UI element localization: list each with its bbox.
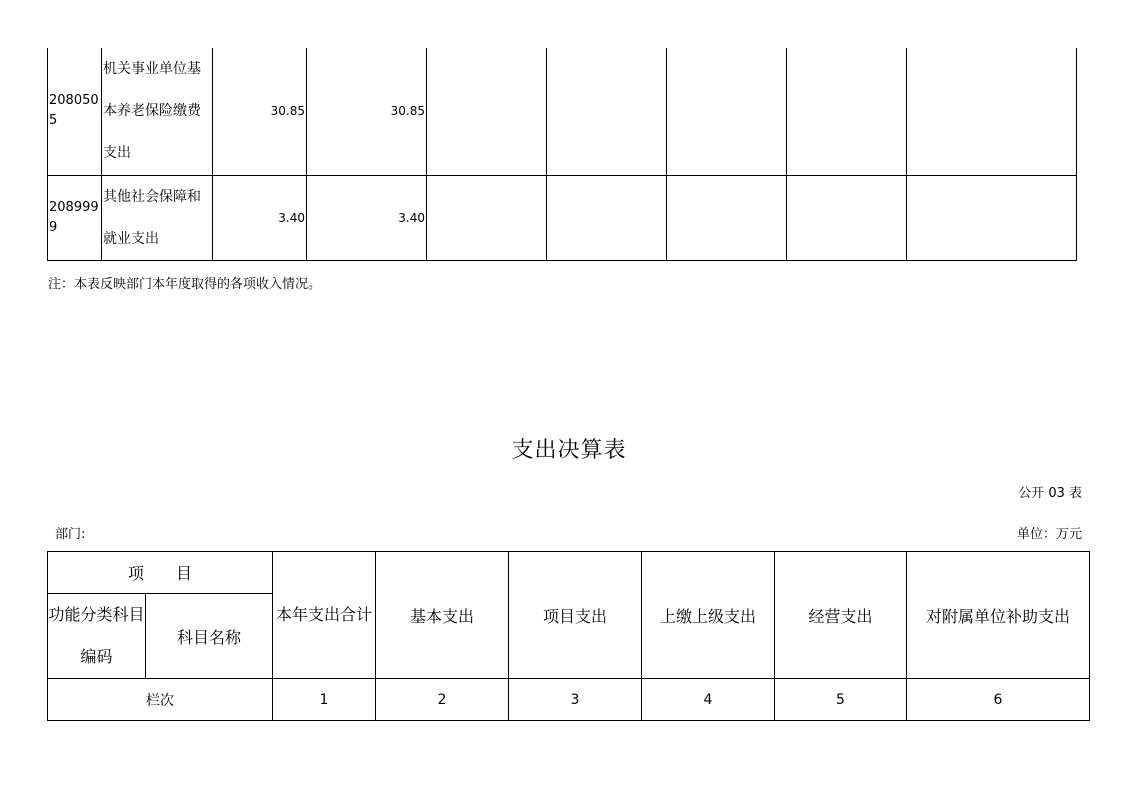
project-header: 项目支出 <box>509 552 642 679</box>
column-number: 2 <box>376 679 509 721</box>
column-label: 栏次 <box>48 679 273 721</box>
empty-cell <box>907 48 1077 175</box>
column-number: 4 <box>642 679 775 721</box>
total-header: 本年支出合计 <box>273 552 376 679</box>
total-cell: 3.40 <box>213 175 307 260</box>
table-number-tag: 公开 03 表 <box>1018 486 1082 501</box>
unit-label: 单位：万元 <box>1016 527 1082 542</box>
empty-cell <box>667 48 787 175</box>
empty-cell <box>787 48 907 175</box>
table-note: 注：本表反映部门本年度取得的各项收入情况。 <box>48 277 322 292</box>
table-row <box>48 175 1077 260</box>
empty-cell <box>547 175 667 260</box>
empty-cell <box>427 175 547 260</box>
column-number: 6 <box>907 679 1090 721</box>
total-cell: 30.85 <box>213 48 307 175</box>
empty-cell <box>907 175 1077 260</box>
subject-name-header: 科目名称 <box>146 594 273 679</box>
upper-header: 上缴上级支出 <box>642 552 775 679</box>
basic-cell: 3.40 <box>307 175 427 260</box>
function-code-cell: 2080505 <box>48 48 102 175</box>
page-title: 支出决算表 <box>511 438 627 463</box>
subject-name-cell: 其他社会保障和就业支出 <box>102 175 213 260</box>
empty-cell <box>427 48 547 175</box>
item-header: 项 目 <box>48 552 273 594</box>
basic-header: 基本支出 <box>376 552 509 679</box>
function-code-cell: 2089999 <box>48 175 102 260</box>
column-number-row <box>48 679 1090 721</box>
column-number: 3 <box>509 679 642 721</box>
business-header: 经营支出 <box>775 552 907 679</box>
column-number: 1 <box>273 679 376 721</box>
table-row <box>48 48 1077 175</box>
department-label: 部门: <box>55 527 86 542</box>
empty-cell <box>667 175 787 260</box>
empty-cell <box>787 175 907 260</box>
income-table-continuation <box>47 48 1077 261</box>
subject-name-cell: 机关事业单位基本养老保险缴费支出 <box>102 48 213 175</box>
header-row <box>48 552 1090 594</box>
function-code-header: 功能分类科目编码 <box>48 594 146 679</box>
basic-cell: 30.85 <box>307 48 427 175</box>
column-number: 5 <box>775 679 907 721</box>
subsidy-header: 对附属单位补助支出 <box>907 552 1090 679</box>
empty-cell <box>547 48 667 175</box>
expenditure-table <box>47 551 1090 721</box>
